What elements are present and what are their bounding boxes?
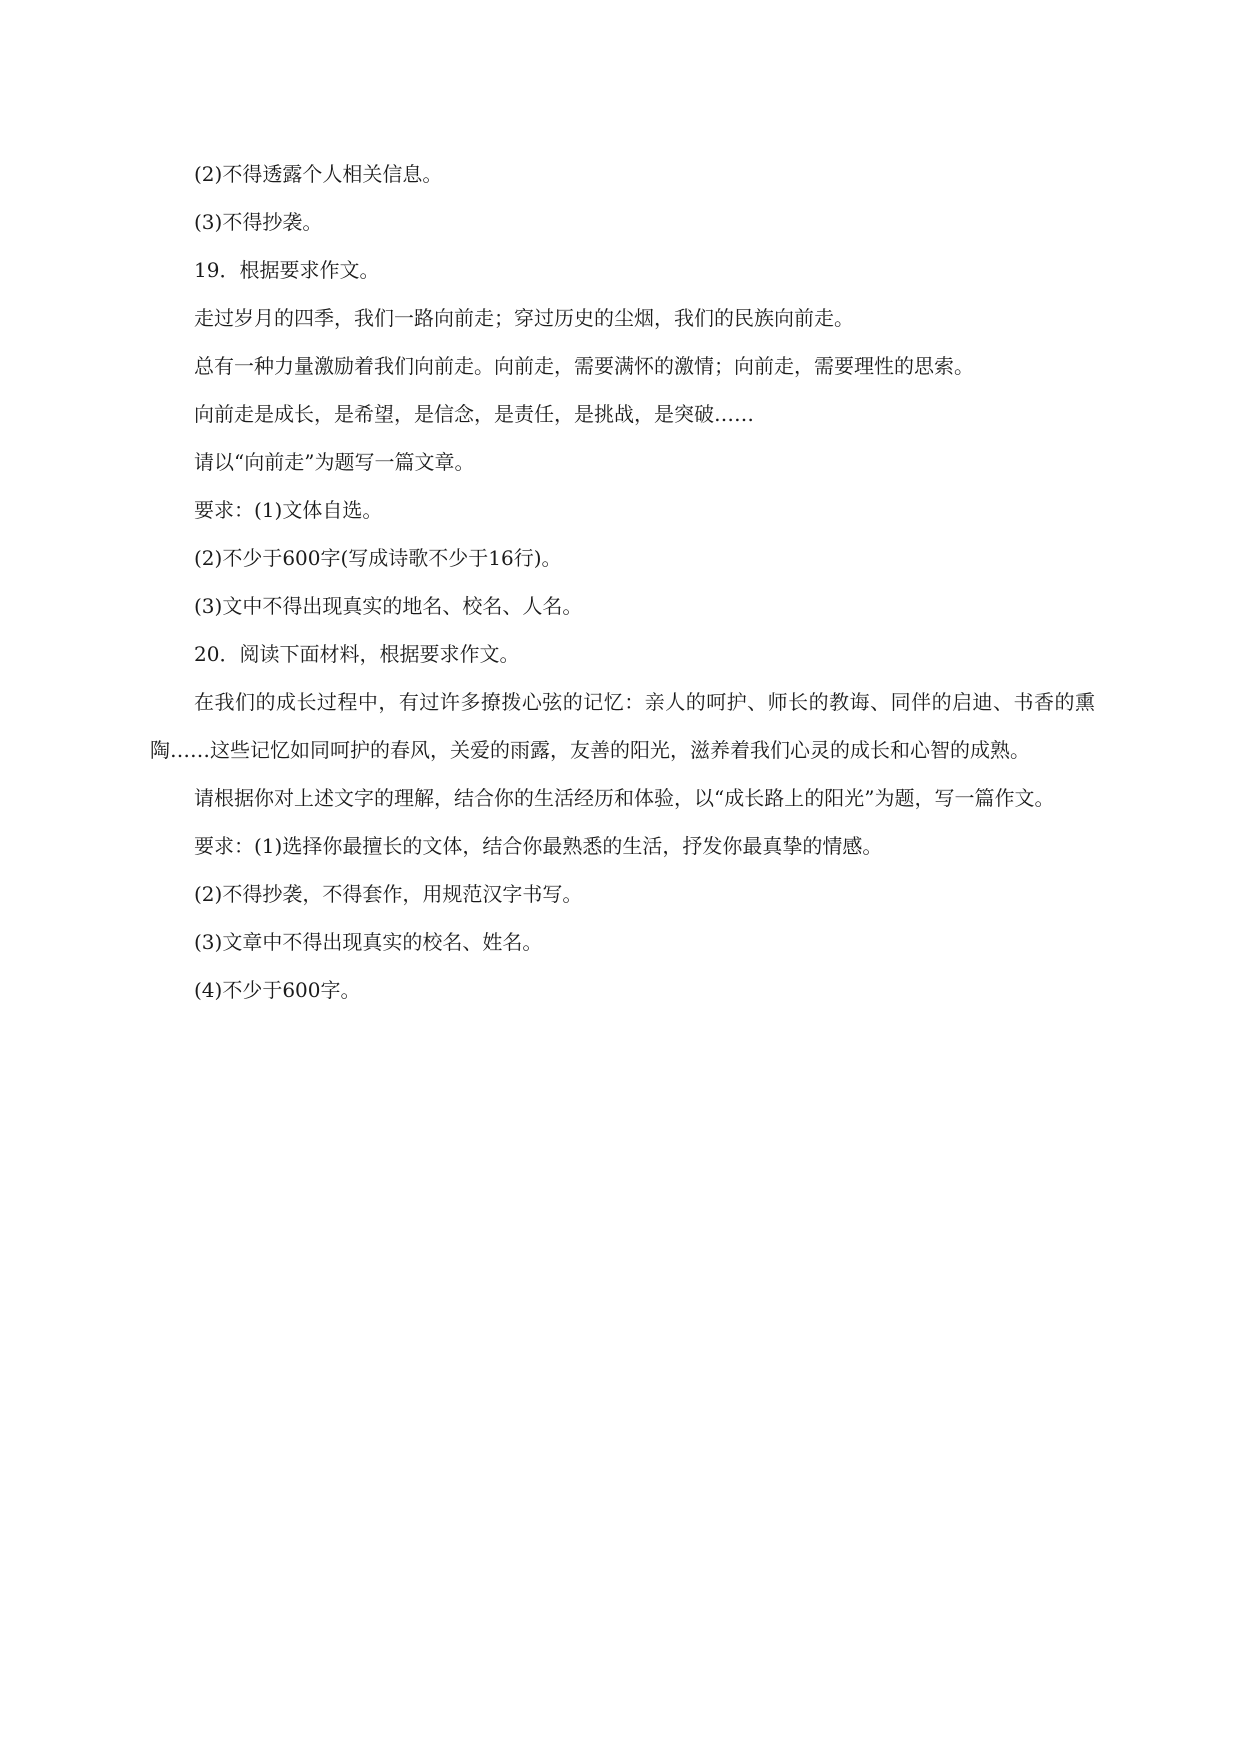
question-19-material-3: 向前走是成长，是希望，是信念，是责任，是挑战，是突破…… bbox=[194, 402, 754, 426]
question-20-prompt: 请根据你对上述文字的理解，结合你的生活经历和体验，以“成长路上的阳光”为题，写一篇作文。 bbox=[194, 786, 1055, 810]
question-19-requirement-1: 要求：(1)文体自选。 bbox=[194, 498, 383, 522]
requirement-item-2: (2)不得透露个人相关信息。 bbox=[194, 162, 443, 186]
question-19-material-1: 走过岁月的四季，我们一路向前走；穿过历史的尘烟，我们的民族向前走。 bbox=[194, 306, 854, 330]
question-20-requirement-3: (3)文章中不得出现真实的校名、姓名。 bbox=[194, 930, 543, 954]
question-19-prompt: 请以“向前走”为题写一篇文章。 bbox=[194, 450, 475, 474]
question-20-requirement-2: (2)不得抄袭，不得套作，用规范汉字书写。 bbox=[194, 882, 583, 906]
question-19-material-2: 总有一种力量激励着我们向前走。向前走，需要满怀的激情；向前走，需要理性的思索。 bbox=[194, 354, 974, 378]
question-19-requirement-3: (3)文中不得出现真实的地名、校名、人名。 bbox=[194, 594, 583, 618]
question-20-requirement-1: 要求：(1)选择你最擅长的文体，结合你最熟悉的生活，抒发你最真挚的情感。 bbox=[194, 834, 883, 858]
question-20-material: 在我们的成长过程中，有过许多撩拨心弦的记忆：亲人的呵护、师长的教诲、同伴的启迪、书香的熏陶……这些记忆如同呵护的春风，关爱的雨露，友善的阳光，滋养着我们心灵的成长和心智的成熟。 bbox=[150, 690, 1095, 762]
question-19-requirement-2: (2)不少于600字(写成诗歌不少于16行)。 bbox=[194, 546, 562, 570]
question-20-heading: 20．阅读下面材料，根据要求作文。 bbox=[194, 642, 520, 666]
requirement-item-3: (3)不得抄袭。 bbox=[194, 210, 323, 234]
question-19-heading: 19．根据要求作文。 bbox=[194, 258, 380, 282]
question-20-requirement-4: (4)不少于600字。 bbox=[194, 978, 361, 1002]
document-body bbox=[150, 150, 1095, 1014]
